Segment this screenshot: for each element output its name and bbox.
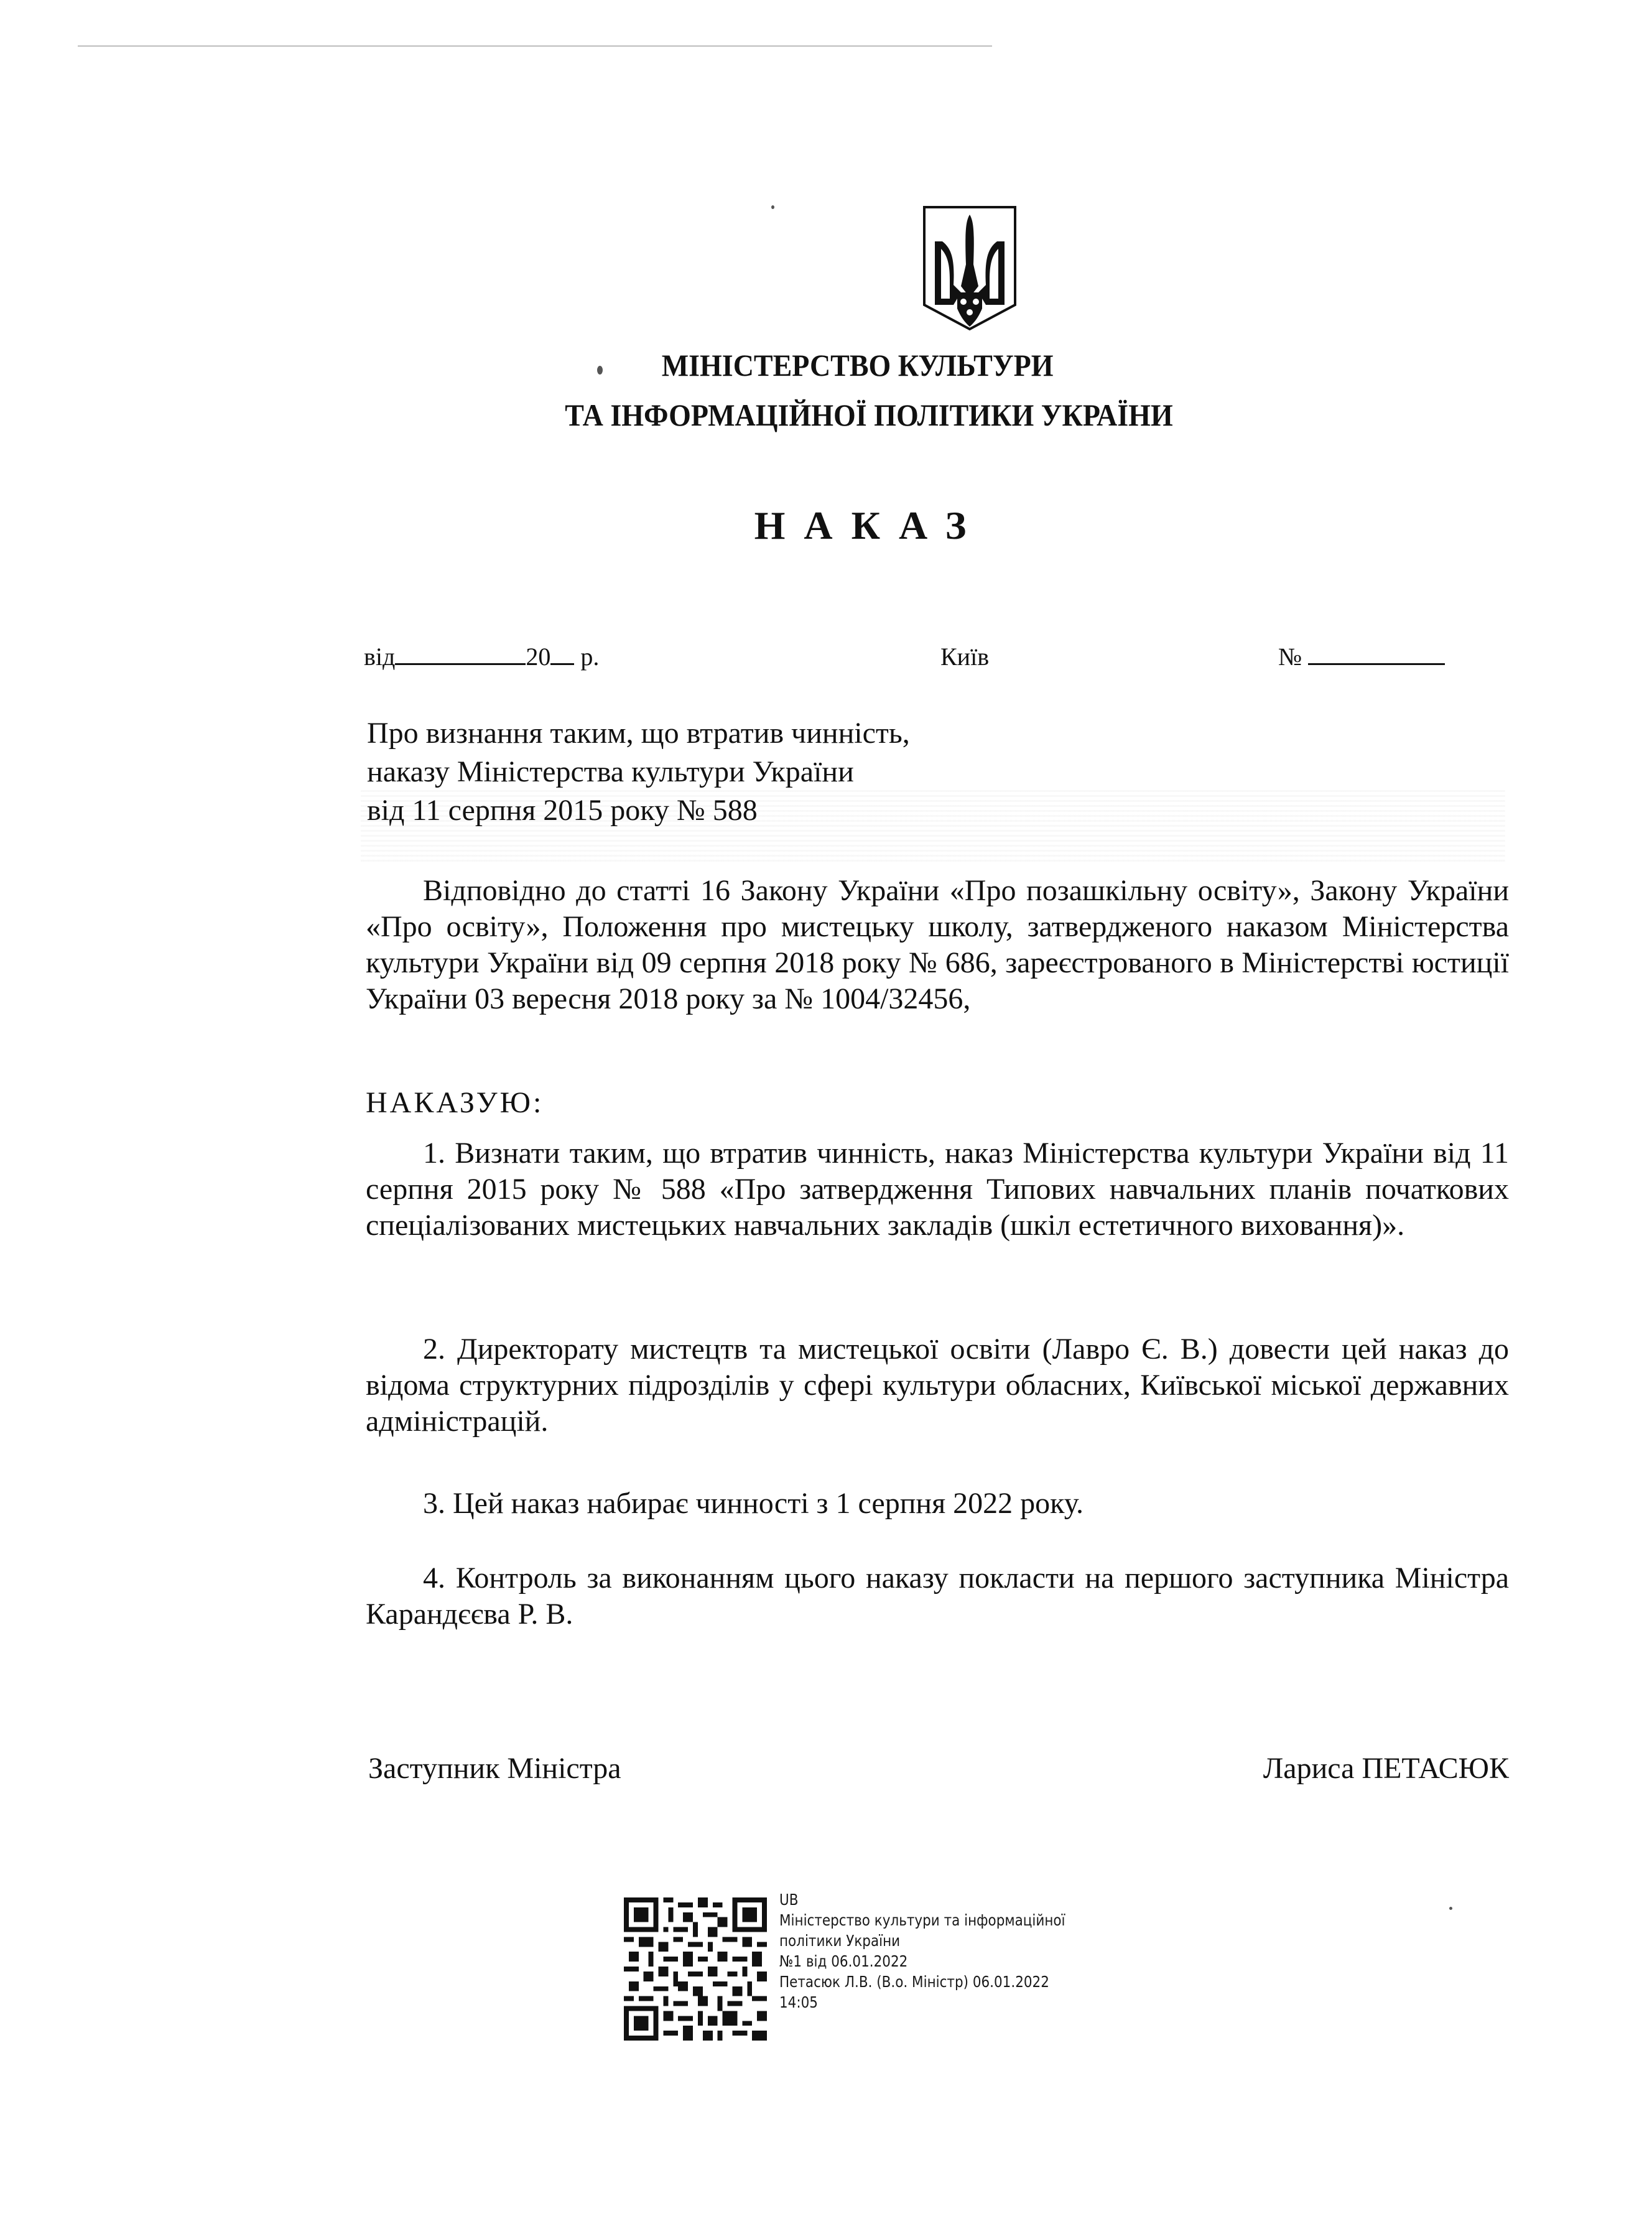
preamble-text: Відповідно до статті 16 Закону України «Про позашкільну освіту», Закону України «Про освіту», Положення про мистецьку школу, затвердженого наказом Міністерства культури України від 09 серпня 2018 року № 686, зареєстрованого в Міністерстві юстиції України 03 вересня 2018 року за № 1004/32456,: [366, 874, 1509, 1015]
year-prefix: 20: [526, 643, 551, 671]
stamp-line: UB: [779, 1891, 799, 1909]
coat-of-arms-trident-icon: [922, 205, 1017, 331]
number-blank: [1308, 642, 1445, 665]
scan-speck: [1449, 1907, 1452, 1910]
signatory-name: Лариса ПЕТАСЮК: [1263, 1752, 1509, 1785]
scan-speck: [771, 205, 774, 209]
stamp-line: №1 від 06.01.2022: [779, 1952, 908, 1970]
number-prefix: №: [1278, 643, 1302, 671]
year-suffix: р.: [580, 643, 600, 671]
ministry-name-line1: МІНІСТЕРСТВО КУЛЬТУРИ: [661, 348, 1054, 383]
date-blank: [395, 642, 526, 665]
order-item-2: [366, 1331, 1509, 1440]
stamp-text: [779, 1889, 1100, 2013]
order-item-4: [366, 1560, 1509, 1632]
document-subject: [367, 714, 910, 830]
subject-line: від 11 серпня 2015 року № 588: [367, 794, 758, 827]
signatory-position: Заступник Міністра: [368, 1752, 621, 1785]
stamp-line: політики України: [779, 1932, 901, 1950]
order-item-1: [366, 1135, 1509, 1244]
stamp-line: Петасюк Л.В. (В.о. Міністр) 06.01.2022: [779, 1973, 1049, 1991]
stamp-line: Міністерство культури та інформаційної: [779, 1911, 1065, 1929]
subject-line: Про визнання таким, що втратив чинність,: [367, 717, 910, 750]
scan-artifact-line: [78, 45, 992, 47]
order-item-text: 3. Цей наказ набирає чинності з 1 серпня 2022 року.: [423, 1487, 1084, 1520]
ministry-name-line2: ТА ІНФОРМАЦІЙНОЇ ПОЛІТИКИ УКРАЇНИ: [565, 398, 1173, 432]
subject-line: наказу Міністерства культури України: [367, 755, 854, 788]
number-field: [1278, 642, 1445, 671]
date-prefix: від: [364, 643, 396, 671]
qr-code-icon: [624, 1897, 767, 2041]
order-item-3: [366, 1486, 1509, 1522]
order-word: НАКАЗУЮ:: [366, 1086, 544, 1119]
stamp-line: 14:05: [779, 1993, 818, 2011]
order-item-text: 2. Директорату мистецтв та мистецької освіти (Лавро Є. В.) довести цей наказ до відома структурних підрозділів у сфері культури обласних, Київської міської державних адміністрацій.: [366, 1333, 1509, 1438]
order-item-text: 4. Контроль за виконанням цього наказу покласти на першого заступника Міністра Карандєєва Р. В.: [366, 1562, 1509, 1631]
order-item-text: 1. Визнати таким, що втратив чинність, наказ Міністерства культури України від 11 серпня 2015 року № 588 «Про затвердження Типових навчальних планів початкових спеціалізованих мистецьких навчальних закладів (шкіл естетичного виховання)».: [366, 1137, 1509, 1242]
preamble: [366, 873, 1509, 1017]
year-blank: [550, 642, 574, 665]
document-type-title: НАКАЗ: [754, 503, 985, 547]
city: Київ: [940, 643, 990, 671]
date-field: [364, 642, 599, 671]
